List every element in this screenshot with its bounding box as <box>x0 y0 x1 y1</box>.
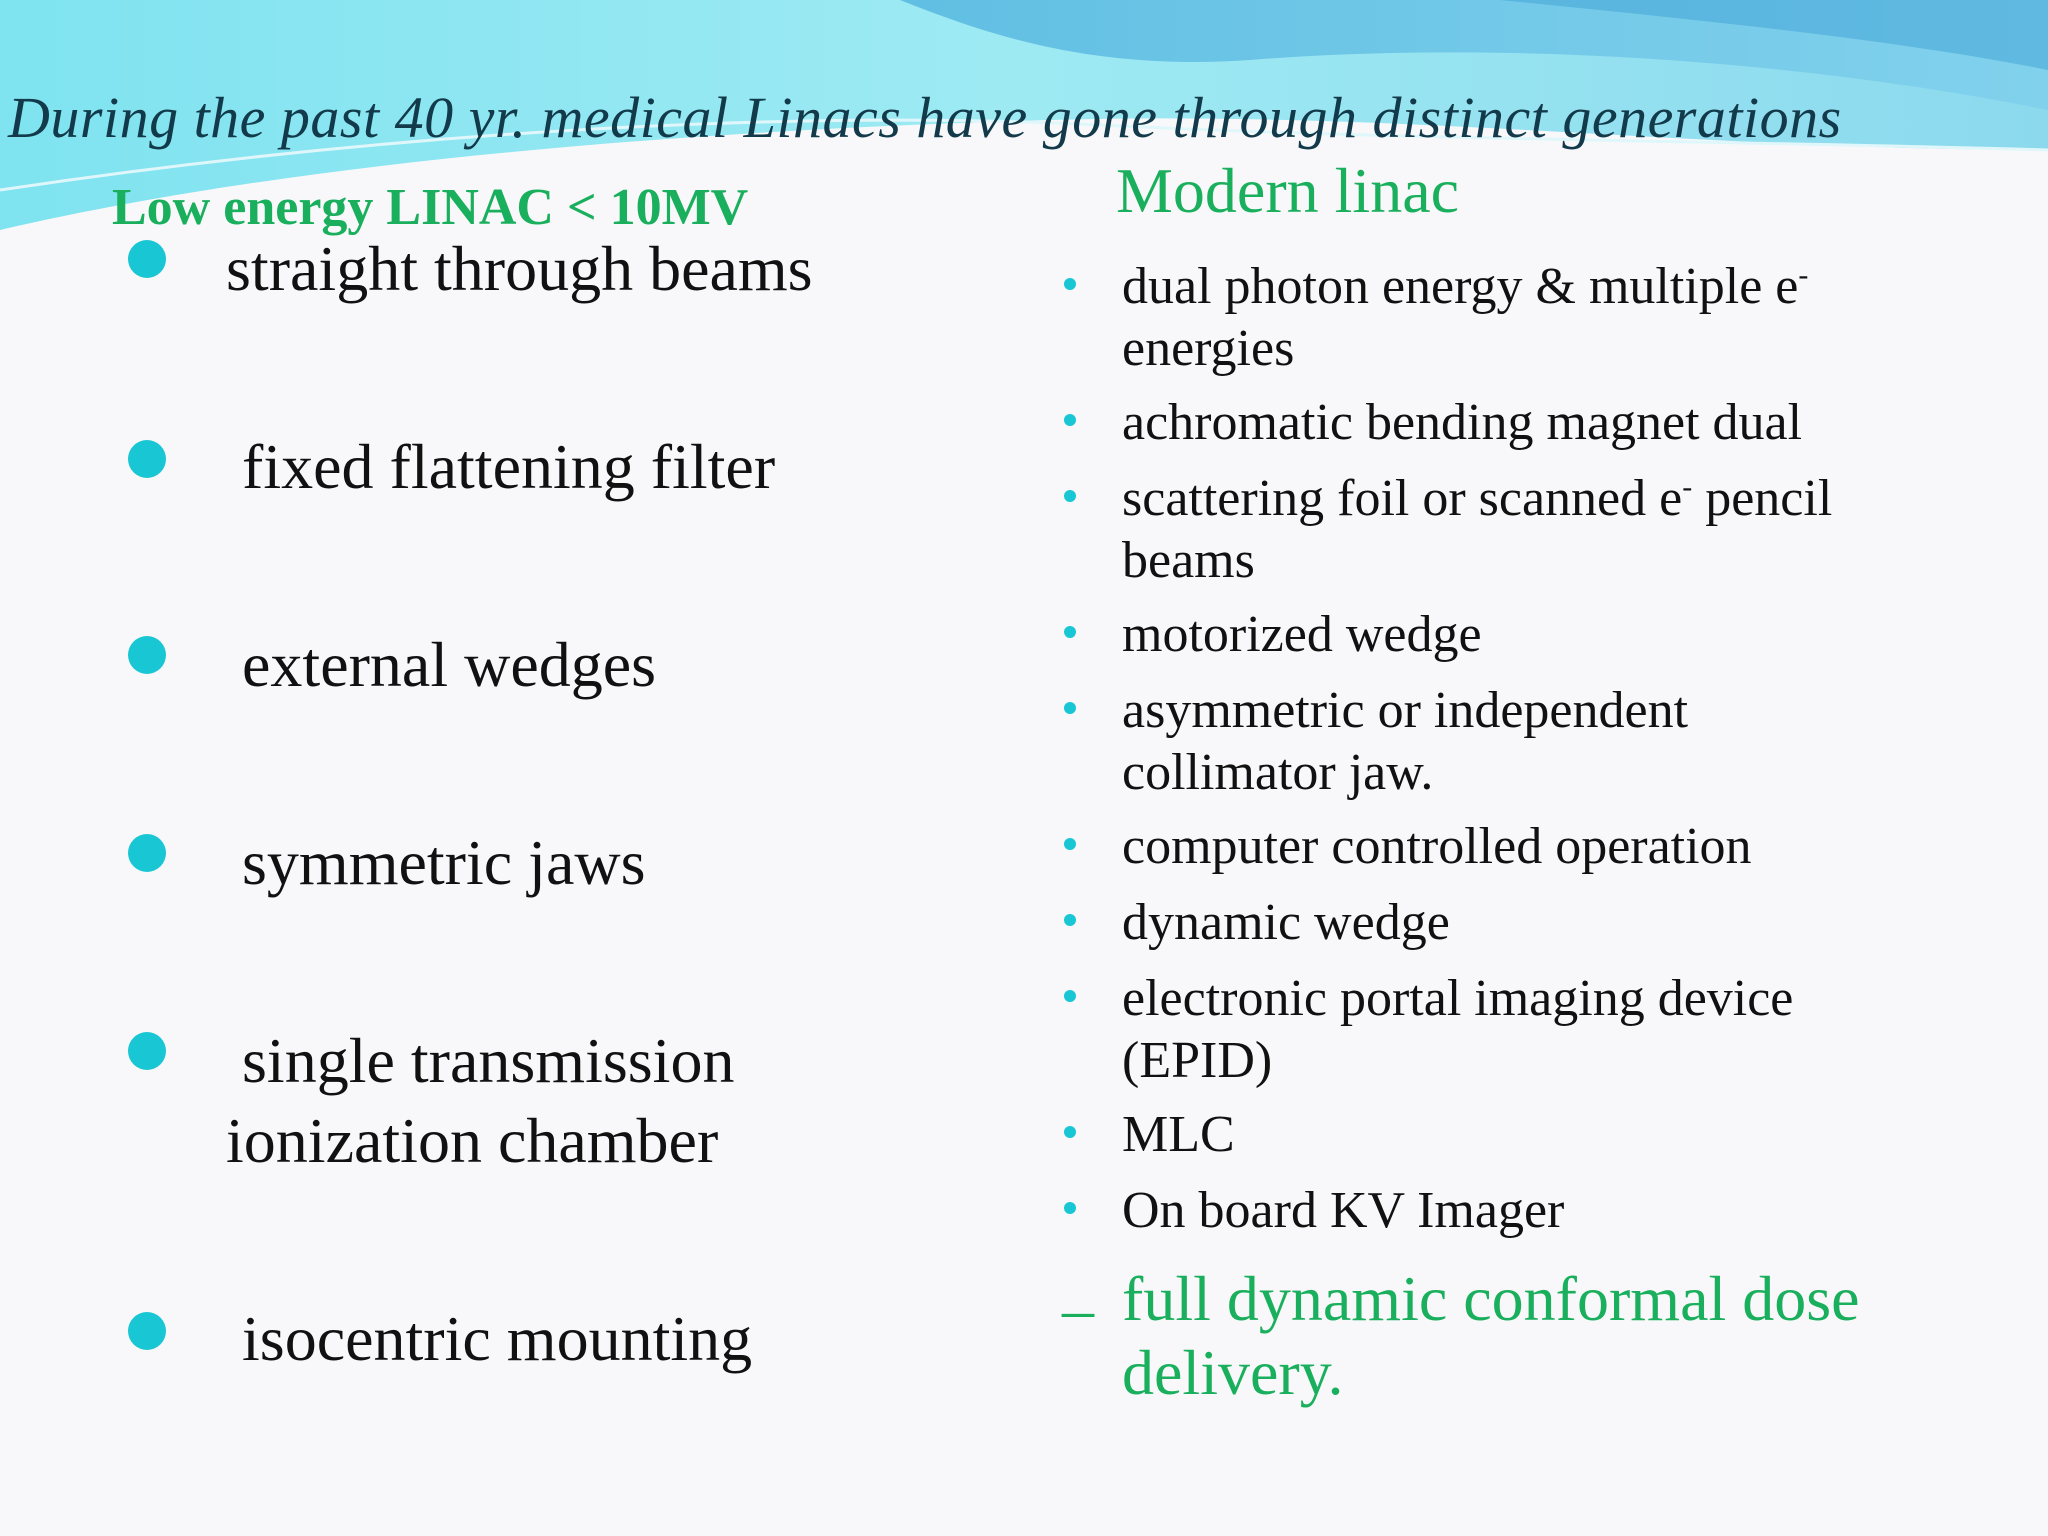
right-bullet-icon <box>1064 626 1076 638</box>
right-bullet-icon <box>1064 490 1076 502</box>
sub-item-line2: delivery. <box>1122 1337 1344 1408</box>
right-item-5-line2: collimator jaw. <box>1122 744 1434 801</box>
left-item-3: external wedges <box>242 629 657 700</box>
right-item-1-sup: - <box>1798 258 1809 292</box>
sub-item-line1: full dynamic conformal dose <box>1122 1263 1860 1334</box>
left-bullet-icon <box>128 240 166 278</box>
right-item-5: asymmetric or independent <box>1122 682 1689 739</box>
right-item-2: achromatic bending magnet dual <box>1122 394 1803 451</box>
right-item-3-sup: - <box>1682 470 1693 504</box>
left-bullet-icon <box>128 834 166 872</box>
right-item-8-line2: (EPID) <box>1122 1032 1273 1089</box>
left-bullet-icon <box>128 1032 166 1070</box>
right-bullet-icon <box>1064 838 1076 850</box>
left-item-6: isocentric mounting <box>242 1303 753 1374</box>
right-bullet-icon <box>1064 1202 1076 1214</box>
sub-item-dash: – <box>1062 1273 1094 1344</box>
left-item-1: straight through beams <box>226 233 813 304</box>
right-item-1-line2: energies <box>1122 320 1295 377</box>
right-item-10: On board KV Imager <box>1122 1182 1565 1239</box>
right-column-heading: Modern linac <box>1116 155 1459 226</box>
right-item-3-tail: pencil <box>1692 470 1833 527</box>
left-item-5-line1: single transmission <box>242 1025 735 1096</box>
right-item-3-line2: beams <box>1122 532 1255 589</box>
right-item-1-text: dual photon energy & multiple e <box>1122 258 1799 315</box>
right-item-3-text: scattering foil or scanned e <box>1122 470 1683 527</box>
right-item-4: motorized wedge <box>1122 606 1482 663</box>
left-bullet-icon <box>128 440 166 478</box>
left-item-2: fixed flattening filter <box>242 431 776 502</box>
right-item-1 <box>1122 256 1808 318</box>
right-bullet-icon <box>1064 1126 1076 1138</box>
left-item-5-line2: ionization chamber <box>226 1105 719 1176</box>
left-column-heading: Low energy LINAC < 10MV <box>112 179 749 236</box>
right-bullet-icon <box>1064 914 1076 926</box>
right-bullet-icon <box>1064 990 1076 1002</box>
left-bullet-icon <box>128 636 166 674</box>
right-item-9: MLC <box>1122 1106 1235 1163</box>
right-item-7: dynamic wedge <box>1122 894 1450 951</box>
right-bullet-icon <box>1064 278 1076 290</box>
slide-title: During the past 40 yr. medical Linacs have gone through distinct generations <box>8 85 1842 150</box>
left-bullet-icon <box>128 1312 166 1350</box>
right-bullet-icon <box>1064 702 1076 714</box>
right-item-6: computer controlled operation <box>1122 818 1752 875</box>
right-item-8: electronic portal imaging device <box>1122 970 1794 1027</box>
right-bullet-icon <box>1064 414 1076 426</box>
right-item-3 <box>1122 468 1832 530</box>
left-item-4: symmetric jaws <box>242 827 646 898</box>
